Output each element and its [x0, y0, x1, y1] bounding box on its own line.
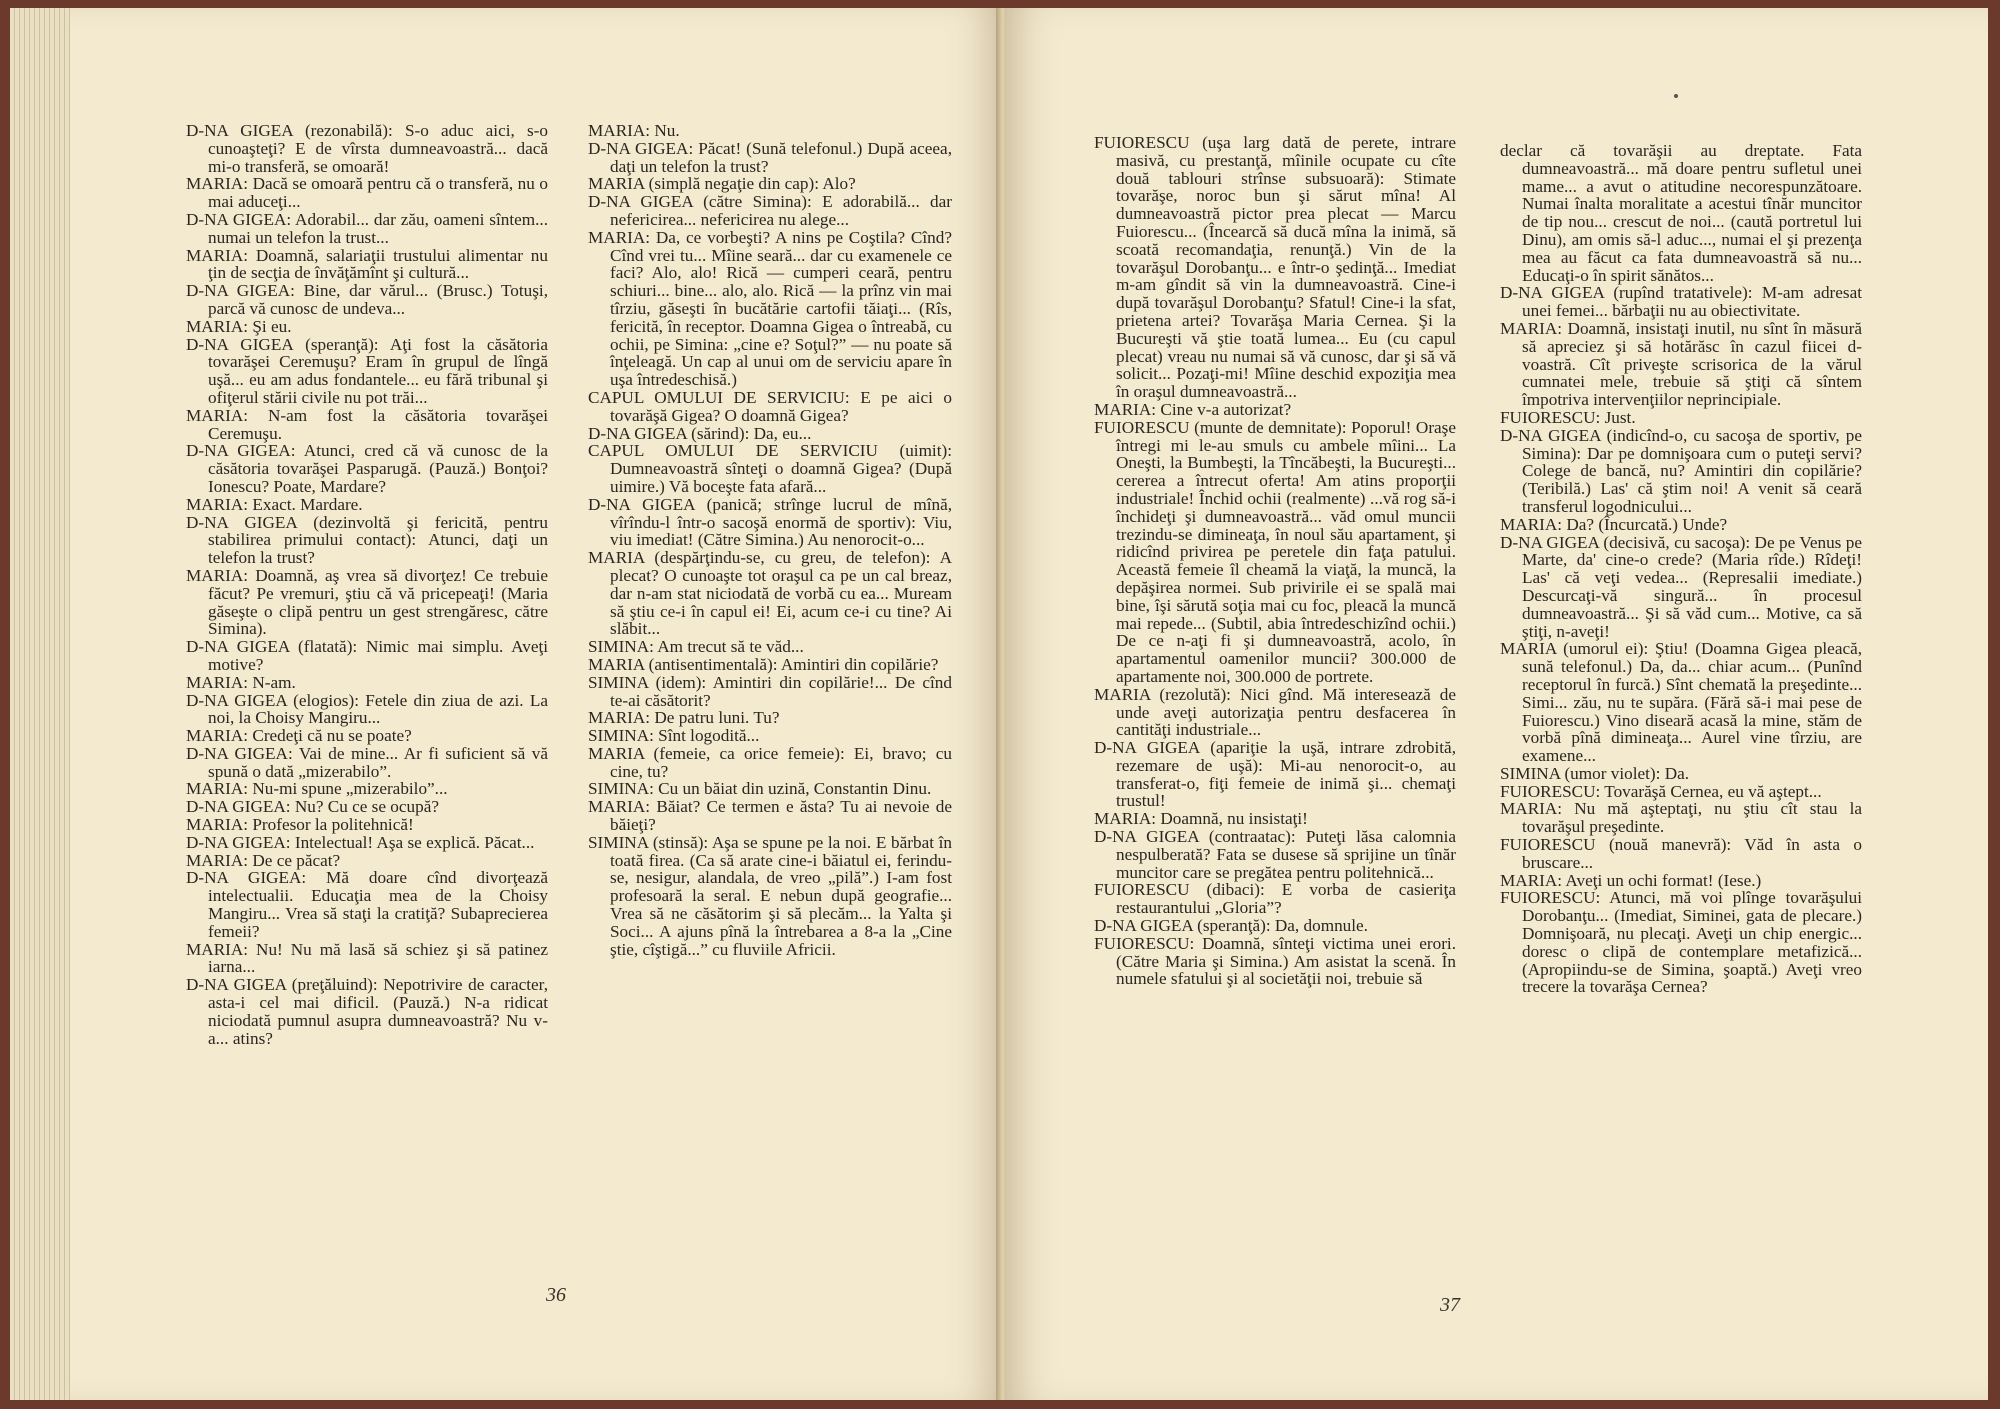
left-page-column-1: [186, 122, 548, 1047]
dialogue-line: D-NA GIGEA: Intelectual! Aşa se explică. Păcat...: [186, 832, 535, 852]
open-book: [10, 8, 1988, 1400]
dialogue-line: FUIORESCU (munte de demnitate): Poporul! Oraşe întregi mi le-au smuls cu ambele mîini... La Oneşti, la Bumbeşti, la Tîncăbeşti, la Bucureşti... cererea a întrecut oferta! Am atins proporţii industriale! Închid ochii (realmente) ...vă rog să-i închideţi şi dumneavoastră... văd omul muncii trezindu-se dimineaţa, în noul său apartament, şi ridicînd privirea pe peretele din faţa patului. Această femeie îl cheamă la viaţă, la muncă, la depăşirea normei. Sub privirile ei se spală mai bine, îşi sărută soţia mai cu foc, pleacă la muncă mai repede... (Subtil, abia întredeschizînd ochii.) De ce n-aţi fi şi dumneavoastră, acolo, în apartamentul oamenilor muncii? 300.000 de apartamente noi, 300.000 de portrete.: [1094, 417, 1456, 686]
dialogue-line: D-NA GIGEA: Adorabil... dar zău, oameni sîntem... numai un telefon la trust...: [186, 209, 548, 247]
dialogue-line: D-NA GIGEA: Păcat! (Sună telefonul.) După aceea, daţi un telefon la trust?: [588, 138, 952, 176]
dialogue-line: CAPUL OMULUI DE SERVICIU: E pe aici o tovarăşă Gigea? O doamnă Gigea?: [588, 387, 952, 425]
dialogue-line: MARIA: N-am fost la căsătoria tovarăşei Ceremuşu.: [186, 405, 548, 443]
dialogue-line: D-NA GIGEA: Nu? Cu ce se ocupă?: [186, 797, 439, 817]
dialogue-line: MARIA: Doamnă, salariaţii trustului alimentar nu ţin de secţia de învăţămînt şi cultură...: [186, 245, 548, 283]
dialogue-line: MARIA: Credeţi că nu se poate?: [186, 726, 412, 746]
dialogue-line: MARIA: Doamnă, aş vrea să divorţez! Ce trebuie făcut? Pe vremuri, ştiu că vă pricepeaţi! (Maria găseşte o clipă pentru un gest strengăresc, către Simina).: [186, 565, 548, 639]
page-number: 36: [546, 1284, 566, 1306]
dialogue-line: FUIORESCU (nouă manevră): Văd în asta o bruscare...: [1500, 835, 1862, 872]
dialogue-line: declar că tovarăşii au dreptate. Fata dumneavoastră... mă doare pentru sufletul unei mame... a avut o atitudine necorespunzătoare. Numai înalta moralitate a acestui tînăr muncitor de tip nou... crescut de noi... (caută portretul lui Dinu), am omis să-l aduc..., numai el şi prezenţa mea au făcut ca fata dumneavoastră să nu... Educaţi-o în spirit sănătos...: [1500, 141, 1862, 285]
dialogue-line: MARIA: N-am.: [186, 672, 296, 692]
dialogue-line: MARIA: Doamnă, nu insistaţi!: [1094, 809, 1308, 829]
dialogue-line: D-NA GIGEA (către Simina): E adorabilă... dar nefericirea... nefericirea nu alege...: [588, 192, 952, 229]
dialogue-line: D-NA GIGEA (elogios): Fetele din ziua de azi. La noi, la Choisy Mangiru...: [186, 690, 548, 728]
dialogue-line: D-NA GIGEA (contraatac): Puteţi lăsa calomnia nespulberată? Fata se dusese să sprijine un tînăr muncitor care se pregătea pentru politehnică...: [1094, 827, 1456, 882]
dialogue-line: MARIA (despărţindu-se, cu greu, de telefon): A plecat? O cunoaşte tot oraşul ca pe un cal breaz, dar n-am stat niciodată de vorbă cu ea... Muream să ştiu ce-i în capul ei! Ei, acum ce-i cu tine? Ai slăbit...: [588, 548, 952, 639]
dialogue-line: MARIA: Nu.: [588, 121, 680, 140]
dialogue-line: D-NA GIGEA (sărind): Da, eu...: [588, 423, 812, 443]
dialogue-line: MARIA (antisentimentală): Amintiri din copilărie?: [588, 654, 939, 674]
dialogue-line: D-NA GIGEA (speranţă): Da, domnule.: [1094, 916, 1368, 936]
left-page: [10, 8, 1000, 1400]
dialogue-line: D-NA GIGEA (rupînd tratativele): M-am adresat unei femei... bărbaţii nu au obiectivitate.: [1500, 283, 1862, 321]
ink-speck: [1674, 94, 1678, 98]
dialogue-line: MARIA: Băiat? Ce termen e ăsta? Tu ai nevoie de băieţi?: [588, 797, 952, 835]
dialogue-line: SIMINA (umor violet): Da.: [1500, 763, 1690, 783]
dialogue-line: MARIA: De patru luni. Tu?: [588, 708, 780, 728]
dialogue-line: MARIA: Exact. Mardare.: [186, 494, 363, 514]
page-number: 37: [1440, 1294, 1460, 1316]
dialogue-line: SIMINA: Sînt logodită...: [588, 726, 760, 746]
dialogue-line: SIMINA: Cu un băiat din uzină, Constantin Dinu.: [588, 779, 932, 799]
dialogue-line: MARIA (rezolută): Nici gînd. Mă interesează de unde aveţi autorizaţia pentru desfacerea în cantităţi industriale...: [1094, 684, 1456, 740]
dialogue-line: D-NA GIGEA (preţăluind): Nepotrivire de caracter, asta-i cel mai dificil. (Pauză.) N-a ridicat niciodată pumnul asupra dumneavoastră? Nu v-a... atins?: [186, 975, 548, 1048]
dialogue-line: MARIA: De ce păcat?: [186, 850, 341, 870]
dialogue-line: MARIA: Şi eu.: [186, 316, 292, 336]
dialogue-line: MARIA (femeie, ca orice femeie): Ei, bravo; cu cine, tu?: [588, 743, 952, 781]
page-edges: [10, 8, 70, 1400]
dialogue-line: D-NA GIGEA (flatată): Nimic mai simplu. Aveţi motive?: [186, 637, 548, 674]
right-page-column-1: [1094, 134, 1456, 988]
dialogue-line: D-NA GIGEA (apariţie la uşă, intrare zdrobită, rezemare de uşă): Mi-au nenorocit-o, au transferat-o, fiţi femeie de inimă şi... chemaţi trustul!: [1094, 738, 1456, 811]
dialogue-line: SIMINA (stinsă): Aşa se spune pe la noi. E bărbat în toată firea. (Ca să arate cine-i băiatul ei, ferindu-se, nesigur, alandala, de vreo „pilă”.) I-am fost profesoară la seral. E nebun după geografie... Vrea să ne căsătorim şi să plecăm... la Yalta şi Soci... A ajuns pînă la întrebarea a 8-a la „Cine ştie, cîştigă...” cu fluviile Africii.: [588, 832, 952, 959]
dialogue-line: SIMINA: Am trecut să te văd...: [588, 637, 804, 657]
dialogue-line: MARIA: Profesor la politehnică!: [186, 815, 414, 835]
dialogue-line: FUIORESCU: Doamnă, sînteţi victima unei erori. (Către Maria şi Simina.) Am asistat la scenă. În numele sfatului şi al societăţii noi, trebuie să: [1094, 933, 1456, 989]
dialogue-line: FUIORESCU (dibaci): E vorba de casieriţa restaurantului „Gloria”?: [1094, 880, 1456, 918]
dialogue-line: D-NA GIGEA (dezinvoltă şi fericită, pentru stabilirea primului contact): Atunci, daţi un telefon la trust?: [186, 512, 548, 568]
dialogue-line: MARIA: Nu! Nu mă lasă să schiez şi să patinez iarna...: [186, 939, 548, 977]
dialogue-line: D-NA GIGEA: Vai de mine... Ar fi suficient să vă spună o dată „mizerabilo”.: [186, 743, 548, 781]
dialogue-line: MARIA: Dacă se omoară pentru că o transferă, nu o mai aduceţi...: [186, 174, 548, 212]
dialogue-line: MARIA: Da? (Încurcată.) Unde?: [1500, 514, 1728, 534]
dialogue-line: MARIA: Doamnă, insistaţi inutil, nu sînt în măsură să apreciez şi să hotărăsc în cazul fiicei d-voastră. Cît priveşte scrisorica de la vărul cumnatei mele, trebuie să ştiţi că sîntem împotriva intervenţiilor neprincipiale.: [1500, 318, 1862, 410]
dialogue-line: D-NA GIGEA (rezonabilă): S-o aduc aici, s-o cunoaşteţi? E de vîrsta dumneavoastră... dacă mi-o transferă, se omoară!: [186, 121, 548, 176]
dialogue-line: CAPUL OMULUI DE SERVICIU (uimit): Dumneavoastră sînteţi o doamnă Gigea? (După uimire.) Vă boceşte fata afară...: [588, 441, 952, 496]
dialogue-line: D-NA GIGEA (decisivă, cu sacoşa): De pe Venus pe Marte, da' cine-o crede? (Maria rîde.) Rîdeţi! Las' că veţi vedea... (Represalii imediate.) Descurcaţi-vă singură... în procesul dumneavoastră... Şi să văd cum... Motive, ca să ştiţi, n-aveţi!: [1500, 532, 1862, 641]
dialogue-line: D-NA GIGEA (speranţă): Aţi fost la căsătoria tovarăşei Ceremuşu? Eram în grupul de lîngă uşă... eu am adus fondantele... eu fără tribunal şi ofiţerul stării civile nu pot trăi...: [186, 334, 548, 407]
dialogue-line: D-NA GIGEA (panică; strînge lucrul de mînă, vîrîndu-l într-o sacoşă enormă de sportiv): Viu, viu imediat! (Către Simina.) Au nenorocit-o...: [588, 494, 952, 550]
dialogue-line: D-NA GIGEA (indicînd-o, cu sacoşa de sportiv, pe Simina): Dar pe domnişoara cum o puteţi servi? Colege de bancă, nu? Amintiri din copilărie? (Teribilă.) Las' că ştim noi! A venit să ceară transferul logodnicului...: [1500, 425, 1862, 516]
right-page-column-2: [1500, 142, 1862, 996]
right-page: [1006, 8, 1988, 1400]
dialogue-line: MARIA: Nu-mi spune „mizerabilo”...: [186, 779, 448, 799]
dialogue-line: D-NA GIGEA: Mă doare cînd divorţează intelectualii. Educaţia mea de la Choisy Mangiru... Vrea să staţi la cratiţă? Subaprecierea femeii?: [186, 868, 548, 941]
dialogue-line: FUIORESCU: Atunci, mă voi plînge tovarăşului Dorobanţu... (Imediat, Siminei, gata de plecare.) Domnişoară, nu plecaţi. Aveţi un chip energic... doresc o clipă de contemplare metafizică... (Apropiindu-se de Simina, şoaptă.) Aveţi vreo trecere la tovarăşa Cernea?: [1500, 888, 1862, 997]
dialogue-line: MARIA: Aveţi un ochi format! (Iese.): [1500, 870, 1762, 890]
dialogue-line: SIMINA (idem): Amintiri din copilărie!... De cînd te-ai căsătorit?: [588, 672, 952, 710]
dialogue-line: D-NA GIGEA: Atunci, cred că vă cunosc de la căsătoria tovarăşei Pasparugă. (Pauză.) Bonţoi? Ionescu? Poate, Mardare?: [186, 441, 548, 496]
dialogue-line: FUIORESCU: Tovarăşă Cernea, eu vă aştept...: [1500, 781, 1822, 801]
dialogue-line: FUIORESCU (uşa larg dată de perete, intrare masivă, cu prestanţă, mîinile ocupate cu cîte două tablouri strînse subsuoară): Stimate tovarăşe, noroc bun şi sărut mîna! Al dumneavoastră pictor prea plecat — Marcu Fuiorescu... (Încearcă să ducă mîna la inimă, să scoată recomandaţia, renunţă.) Vin de la tovarăşul Dorobanţu... e într-o şedinţă... Imediat m-am gîndit să vin la dumneavoastră. Cine-i după tovarăşul Dorobanţu? Sfatul! Cine-i la sfat, prietena artei? Tovarăşa Maria Cernea. Şi la Bucureşti vă ştie toată lumea... Eu (cu capul plecat) vreau nu numai să vă cunosc, dar şi să vă solicit... Pozaţi-mi! Mîine deschid expoziţia mea în oraşul dumneavoastră...: [1094, 133, 1456, 402]
dialogue-line: MARIA: Cine v-a autorizat?: [1094, 399, 1292, 419]
dialogue-line: D-NA GIGEA: Bine, dar vărul... (Brusc.) Totuşi, parcă vă cunosc de undeva...: [186, 281, 548, 318]
dialogue-line: MARIA (simplă negaţie din cap): Alo?: [588, 174, 856, 194]
dialogue-line: MARIA: Nu mă aşteptaţi, nu ştiu cît stau la tovarăşul preşedinte.: [1500, 799, 1862, 837]
dialogue-line: FUIORESCU: Just.: [1500, 407, 1636, 427]
dialogue-line: MARIA (umorul ei): Ştiu! (Doamna Gigea pleacă, sună telefonul.) Da, da... chiar acum... (Punînd receptorul în furcă.) Sînt chemată la preşedinte... Simi... zău, nu te supăra. (Fără să-i mai pese de Fuiorescu.) Vino diseară acasă la mine, stăm de vorbă pînă dimineaţa... Aurel vine tîrziu, are examene...: [1500, 639, 1862, 766]
left-page-column-2: [588, 122, 952, 958]
dialogue-line: MARIA: Da, ce vorbeşti? A nins pe Coştila? Cînd? Cînd vrei tu... Mîine seară... dar cu examenele ce faci? Alo, alo! Rică — cumperi ceară, pentru schiuri... bine... alo, alo. Rică — la prînz vin mai tîrziu, găseşti în bucătărie cartofii tăiaţi... (Rîs, fericită, în receptor. Doamna Gigea o întreabă, cu ochii, pe Simina: „cine e? Soţul?” — nu poate să înţeleagă. Un cap al unui om de serviciu apare în uşa întredeschisă.): [588, 227, 952, 390]
